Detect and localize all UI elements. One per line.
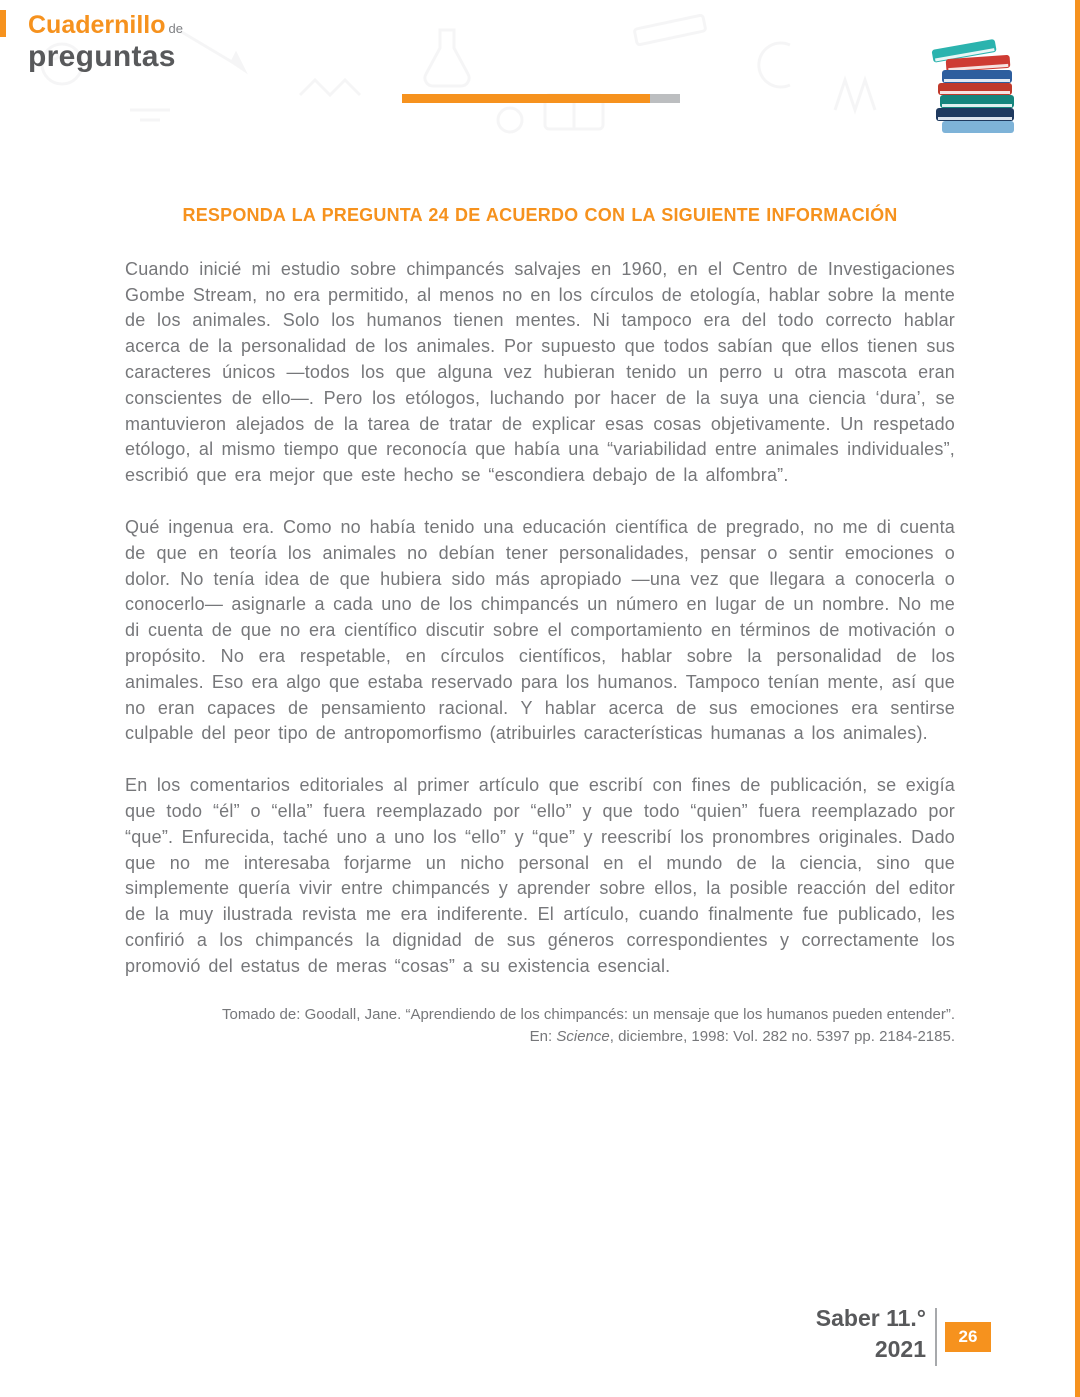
footer-divider [935,1308,937,1366]
header-rule-gray-tip [650,94,680,103]
brand-title: Cuadernillo [28,11,166,39]
source-attribution [125,1004,955,1048]
brand-title-line [28,12,183,38]
stacked-books-icon [916,36,1028,138]
brand-de: de [168,21,183,36]
exam-name: Saber 11.° [815,1305,926,1331]
attribution-line-2 [125,1026,955,1048]
reading-passage [125,203,955,1048]
right-edge-accent-bar [1075,0,1080,1397]
left-edge-accent-mark [0,10,6,37]
exam-label-block [816,1304,926,1363]
passage-paragraph-3: En los comentarios editoriales al primer artículo que escribí con fines de publicación, se exigía que todo “él” o “ella” fuera reemplazado por “ello” y que todo “quien” fuera reemplazado por “que”. Enfurecida, taché uno a uno los “ello” y “que” y reescribí los pronombres originales. Dado que no me interesaba forjarme un nicho personal en el mundo de la ciencia, sino que simplemente quería vivir entre chimpancés y aprender sobre ellos, la posible reacción del editor de la muy ilustrada revista me era indiferente. El artículo, cuando finalmente fue publicado, les confirió a los chimpancés la dignidad de sus géneros correspondientes y correctamente los promovió del estatus de meras “cosas” a su existencia esencial. [125,775,955,976]
attribution-line-1: Tomado de: Goodall, Jane. “Aprendiendo de los chimpancés: un mensaje que los humanos pueden entender”. [222,1005,955,1023]
passage-paragraph-1: Cuando inicié mi estudio sobre chimpancés salvajes en 1960, en el Centro de Investigaciones Gombe Stream, no era permitido, al menos no en los círculos de etología, hablar sobre la mente de los animales. Solo los humanos tienen mentes. Ni tampoco era del todo correcto hablar acerca de la personalidad de los animales. Por supuesto que todos sabían que ellos tienen sus caracteres únicos —todos los que alguna vez hubieran tenido un perro u otra mascota eran conscientes de ello—. Pero los etólogos, luchando por hacer de la suya una ciencia ‘dura’, se mantuvieron alejados de la tarea de tratar de explicar esas cosas objetivamente. Un respetado etólogo, al mismo tiempo que reconocía que había una “variabilidad entre animales individuales”, escribió que era mejor que este hecho se “escondiera debajo de la alfombra”. [125,258,955,486]
header-orange-rule [402,94,650,103]
instruction-heading: RESPONDA LA PREGUNTA 24 DE ACUERDO CON LA SIGUIENTE INFORMACIÓN [182,205,898,225]
attribution-journal: Science [556,1027,610,1045]
brand-subtitle: preguntas [28,40,176,74]
passage-paragraph-2: Qué ingenua era. Como no había tenido una educación científica de pregrado, no me di cuenta de que en teoría los animales no debían tener personalidades, pensar o sentir emociones o dolor. No tenía idea de que hubiera sido más apropiado —una vez que llegara a conocerla o conocerlo— asignarle a cada uno de los chimpancés un número en lugar de un nombre. No me di cuenta de que no era científico discutir sobre el comportamiento en términos de motivación o propósito. No era respetable, en círculos científicos, hablar sobre la personalidad de los animales. Eso era algo que estaba reservado para los humanos. Tampoco tenían mente, así que no eran capaces de pensamiento racional. Y hablar acerca de sus emociones era sentirse culpable del peor tipo de antropomorfismo (atribuirles características humanas a los animales). [125,516,955,744]
booklet-brand [28,12,183,73]
exam-year: 2021 [874,1336,926,1362]
attribution-rest: , diciembre, 1998: Vol. 282 no. 5397 pp. 2184-2185. [609,1027,955,1045]
page-number-badge: 26 [945,1322,991,1352]
attribution-prefix: En: [529,1027,557,1045]
